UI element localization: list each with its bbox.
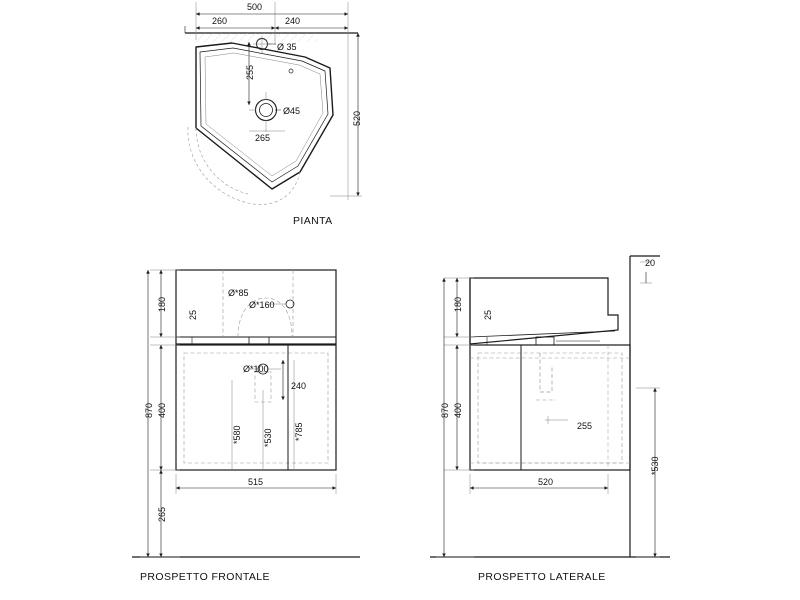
side-siphon bbox=[540, 353, 552, 392]
front-label-floor-height: 265 bbox=[157, 506, 167, 522]
plan-waste-hole-inner bbox=[260, 104, 273, 117]
front-label-drain-height: *530 bbox=[263, 428, 273, 447]
plan-label-right-width: 240 bbox=[285, 16, 301, 26]
plan-label-overall-depth: 520 bbox=[352, 110, 362, 126]
front-label-basin-height: 180 bbox=[157, 296, 167, 312]
plan-label-left-width: 260 bbox=[212, 16, 228, 26]
front-label-side-offset: *785 bbox=[294, 422, 304, 441]
side-cabinet-inner bbox=[478, 353, 622, 463]
front-label-basin-lip: 25 bbox=[188, 309, 198, 320]
view-caption-side: PROSPETTO LATERALE bbox=[478, 571, 606, 583]
plan-waste-hole-outer bbox=[256, 100, 277, 121]
side-label-top-gap: 20 bbox=[645, 258, 656, 268]
side-view bbox=[430, 256, 670, 557]
front-label-waste-pipe-dia: Ø*160 bbox=[249, 300, 275, 310]
plan-label-overall-width: 500 bbox=[247, 2, 263, 12]
plan-overflow-hole bbox=[289, 69, 293, 73]
plan-view bbox=[185, 2, 362, 204]
front-label-supply-dia: Ø*100 bbox=[243, 364, 269, 374]
plan-wall-hatch bbox=[196, 33, 318, 42]
view-caption-plan: PIANTA bbox=[293, 215, 333, 227]
plan-label-waste-offset: 265 bbox=[255, 133, 271, 143]
side-basin-lip bbox=[470, 331, 615, 337]
front-label-cabinet-width: 515 bbox=[248, 477, 264, 487]
view-caption-front: PROSPETTO FRONTALE bbox=[140, 571, 270, 583]
side-label-basin-height: 180 bbox=[453, 296, 463, 312]
side-cabinet-body bbox=[470, 345, 630, 470]
side-label-basin-lip: 25 bbox=[483, 309, 493, 320]
plan-basin-bowl-edge bbox=[205, 53, 323, 176]
front-label-cabinet-height: 400 bbox=[157, 402, 167, 418]
plan-label-tap-offset: 255 bbox=[245, 64, 255, 80]
side-waste-collar bbox=[536, 337, 554, 345]
front-label-drain-dia: Ø*85 bbox=[228, 288, 249, 298]
side-label-drain-height: *530 bbox=[650, 456, 660, 475]
plan-basin-inner-outline bbox=[200, 48, 328, 182]
side-label-siphon-depth: 255 bbox=[577, 421, 593, 431]
side-label-overall-height: 870 bbox=[440, 402, 450, 418]
front-label-cabinet-inner-height: 240 bbox=[291, 381, 307, 391]
side-label-cabinet-depth: 520 bbox=[538, 477, 554, 487]
front-label-water-inlet-height: *580 bbox=[232, 425, 242, 444]
side-label-cabinet-height: 400 bbox=[453, 402, 463, 418]
plan-label-tap-dia: Ø 35 bbox=[277, 42, 297, 52]
front-label-overall-height: 870 bbox=[144, 402, 154, 418]
plan-label-waste-dia: Ø45 bbox=[283, 106, 301, 116]
